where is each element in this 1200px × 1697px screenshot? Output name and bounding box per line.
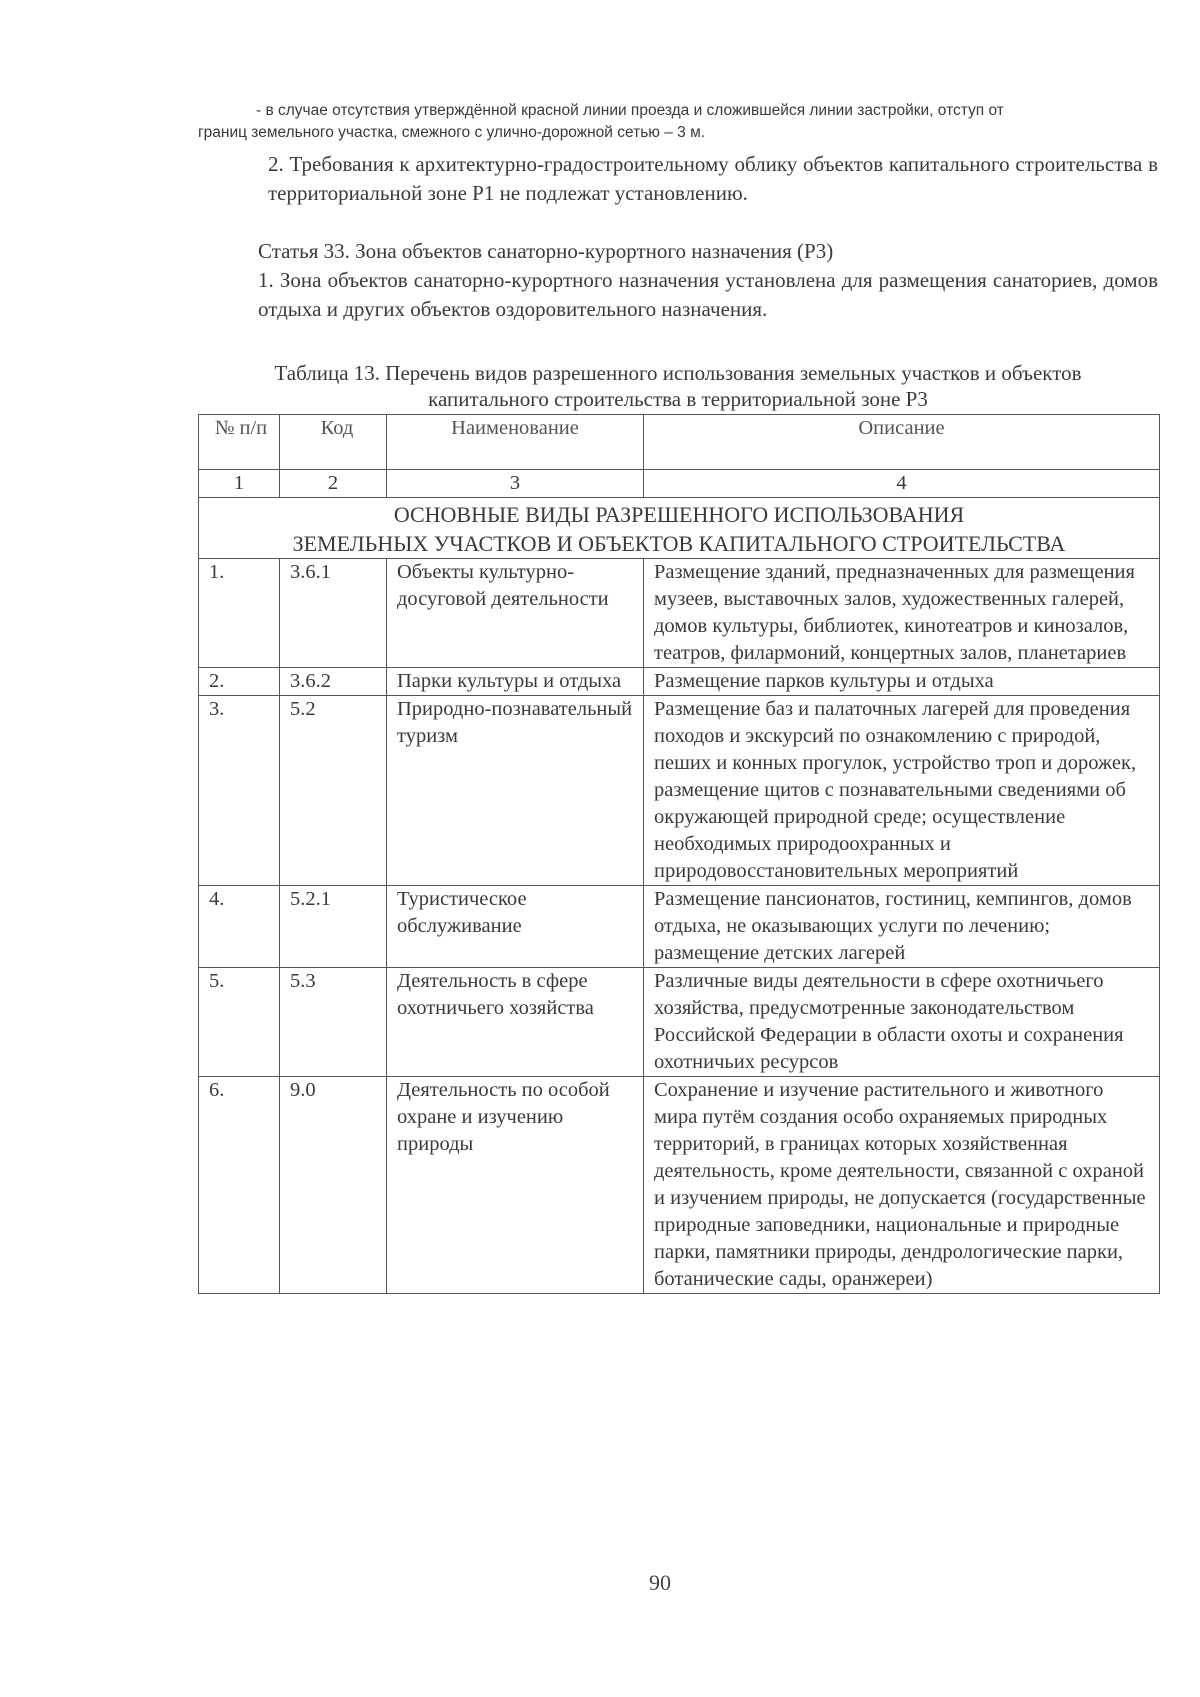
table-row [199,886,1160,968]
table-header-row [199,415,1160,470]
row-name: Туристическое обслуживание [387,886,644,968]
row-num: 6. [199,1077,280,1294]
row-code: 5.2 [280,696,387,886]
row-code: 3.6.1 [280,559,387,668]
row-code: 5.3 [280,968,387,1077]
row-desc: Размещение пансионатов, гостиниц, кемпингов, домов отдыха, не оказывающих услуги по лечению; размещение детских лагерей [644,886,1160,968]
row-name: Деятельность в сфере охотничьего хозяйства [387,968,644,1077]
requirement-text: 2. Требования к архитектурно-градостроительному облику объектов капитального строительства в территориальной зоне Р1 не подлежат установлению. [268,152,1158,205]
section-heading-line-1: ОСНОВНЫЕ ВИДЫ РАЗРЕШЕННОГО ИСПОЛЬЗОВАНИЯ [393,502,965,527]
table-index-row [199,470,1160,498]
page-number: 90 [649,1570,671,1595]
header-name: Наименование [387,415,644,470]
row-desc: Различные виды деятельности в сфере охотничьего хозяйства, предусмотренные законодательством Российской Федерации в области охоты и сохранения охотничьих ресурсов [644,968,1160,1077]
section-heading-line-2: ЗЕМЕЛЬНЫХ УЧАСТКОВ И ОБЪЕКТОВ КАПИТАЛЬНОГО СТРОИТЕЛЬСТВА [292,531,1066,556]
row-code: 5.2.1 [280,886,387,968]
row-num: 3. [199,696,280,886]
row-name: Деятельность по особой охране и изучению природы [387,1077,644,1294]
setback-note-line-2: границ земельного участка, смежного с улично-дорожной сетью – 3 м. [198,124,706,141]
requirement-paragraph [198,150,1158,208]
table-caption-line-1: Таблица 13. Перечень видов разрешенного использования земельных участков и объектов [274,361,1082,385]
header-code: Код [280,415,387,470]
table-row [199,559,1160,668]
article-33 [198,237,1158,324]
table-row [199,968,1160,1077]
row-num: 5. [199,968,280,1077]
table-row [199,668,1160,696]
header-desc: Описание [644,415,1160,470]
index-num: 1 [199,470,280,498]
section-heading [199,498,1160,559]
table-caption [198,360,1158,412]
row-desc: Сохранение и изучение растительного и животного мира путём создания особо охраняемых природных территорий, в границах которых хозяйственная деятельность, кроме деятельности, связанной с охраной и изучением природы, не допускается (государственные природные заповедники, национальные и природные парки, памятники природы, дендрологические парки, ботанические сады, оранжереи) [644,1077,1160,1294]
index-desc: 4 [644,470,1160,498]
article-title: Статья 33. Зона объектов санаторно-курортного назначения (Р3) [258,239,834,263]
row-name: Объекты культурно-досуговой деятельности [387,559,644,668]
row-code: 9.0 [280,1077,387,1294]
table-caption-line-2: капитального строительства в территориальной зоне Р3 [428,387,928,411]
index-name: 3 [387,470,644,498]
row-code: 3.6.2 [280,668,387,696]
setback-note [198,100,1158,144]
row-desc: Размещение баз и палаточных лагерей для проведения походов и экскурсий по ознакомлению с природой, пеших и конных прогулок, устройство троп и дорожек, размещение щитов с познавательными сведениями об окружающей природной среде; осуществление необходимых природоохранных и природовосстановительных мероприятий [644,696,1160,886]
row-num: 4. [199,886,280,968]
table-row [199,696,1160,886]
header-num: № п/п [199,415,280,470]
row-name: Парки культуры и отдыха [387,668,644,696]
index-code: 2 [280,470,387,498]
row-num: 2. [199,668,280,696]
setback-note-line-1: - в случае отсутствия утверждённой красной линии проезда и сложившейся линии застройки, отступ от [256,102,1004,119]
row-num: 1. [199,559,280,668]
row-desc: Размещение парков культуры и отдыха [644,668,1160,696]
article-paragraph-1: 1. Зона объектов санаторно-курортного назначения установлена для размещения санаториев, домов отдыха и других объектов оздоровительного назначения. [258,268,1158,321]
table-section-row [199,498,1160,559]
permitted-use-table [198,414,1160,1294]
row-desc: Размещение зданий, предназначенных для размещения музеев, выставочных залов, художественных галерей, домов культуры, библиотек, кинотеатров и кинозалов, театров, филармоний, концертных залов, планетариев [644,559,1160,668]
table-row [199,1077,1160,1294]
row-name: Природно-познавательный туризм [387,696,644,886]
